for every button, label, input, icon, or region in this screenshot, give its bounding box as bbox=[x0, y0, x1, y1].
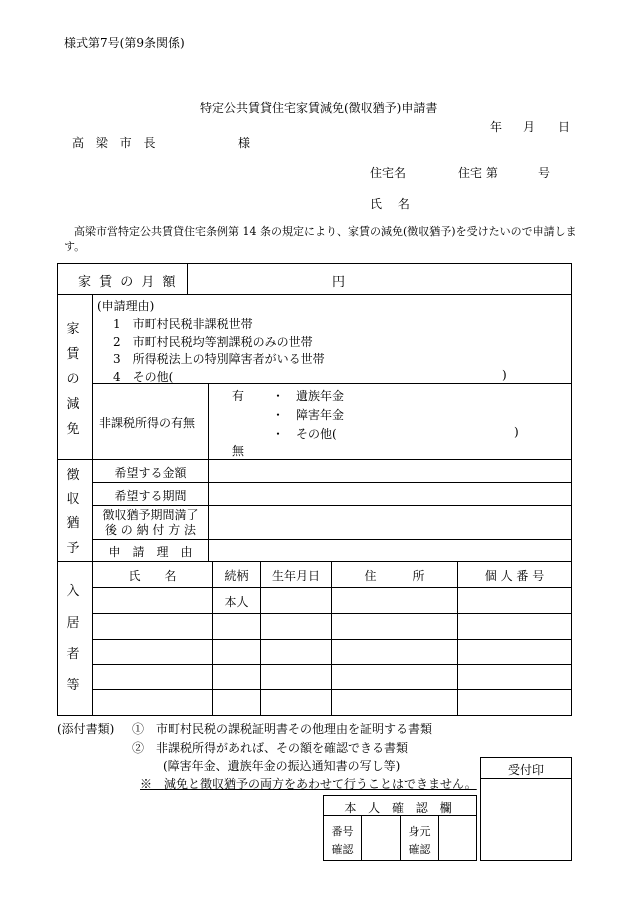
payment-method-label-line-2: 後 の 納 付 方 法 bbox=[104, 523, 197, 537]
date-month-label: 月 bbox=[523, 120, 536, 134]
reason-item-3[interactable]: 3 所得税法上の特別障害者がいる世帯 bbox=[113, 352, 325, 366]
nontax-income-label: 非課税所得の有無 bbox=[99, 416, 196, 430]
identity-confirmation-title: 本 人 確 認 欄 bbox=[344, 801, 456, 815]
statement-line-2: す。 bbox=[64, 240, 86, 253]
attachment-item-2: ② 非課税所得があれば、その額を確認できる書類 bbox=[132, 741, 409, 755]
reduction-side-char: の bbox=[66, 372, 80, 387]
residents-side-char: 入 bbox=[66, 584, 80, 599]
residents-side-char: 等 bbox=[66, 678, 80, 693]
reduction-side-char: 減 bbox=[66, 397, 80, 412]
desired-period-field[interactable] bbox=[210, 484, 570, 504]
housing-name-label: 住宅名 bbox=[370, 166, 407, 180]
deferral-side-char: 徴 bbox=[66, 468, 80, 483]
attachment-item-1: ① 市町村民税の課税証明書その他理由を証明する書類 bbox=[132, 722, 433, 736]
id-check-field[interactable] bbox=[440, 817, 475, 859]
income-yes-option[interactable]: 有 bbox=[232, 389, 245, 403]
form-number: 様式第7号(第9条関係) bbox=[64, 36, 185, 50]
id-check-label-2: 確認 bbox=[408, 843, 431, 856]
attachment-item-2-note: (障害年金、遺族年金の振込通知書の写し等) bbox=[163, 759, 401, 773]
residents-side-char: 者 bbox=[66, 647, 80, 662]
relation-self: 本人 bbox=[224, 595, 249, 609]
id-check-label-1: 身元 bbox=[408, 825, 431, 838]
column-header-name: 氏 名 bbox=[128, 569, 177, 583]
desired-amount-label: 希望する金額 bbox=[114, 466, 187, 480]
desired-amount-field[interactable] bbox=[210, 461, 570, 481]
income-item-disability-pension[interactable]: ・ 障害年金 bbox=[272, 408, 345, 422]
income-no-option[interactable]: 無 bbox=[232, 444, 245, 458]
exclusion-note: ※ 減免と徴収猶予の両方をあわせて行うことはできません。 bbox=[140, 777, 477, 791]
payment-method-label-line-1: 徴収猶予期間満了 bbox=[102, 508, 199, 522]
attachments-label: (添付書類) bbox=[57, 722, 115, 736]
reason-header: (申請理由) bbox=[97, 299, 155, 313]
reduction-side-char: 賃 bbox=[66, 347, 80, 362]
reason-item-2[interactable]: 2 市町村民税均等割課税のみの世帯 bbox=[113, 335, 313, 349]
income-item-other[interactable]: ・ その他( bbox=[272, 427, 337, 441]
statement-line-1: 高梁市営特定公共賃貸住宅条例第 14 条の規定により、家賃の減免(徴収猶予)を受けたいので申請しま bbox=[74, 225, 577, 238]
deferral-side-char: 予 bbox=[66, 541, 80, 556]
date-year-label: 年 bbox=[490, 120, 503, 134]
number-check-field[interactable] bbox=[363, 817, 399, 859]
income-item-survivor-pension[interactable]: ・ 遺族年金 bbox=[272, 389, 345, 403]
form-title: 特定公共賃貸住宅家賃減免(徴収猶予)申請書 bbox=[200, 101, 438, 115]
addressee: 高 梁 市 長 bbox=[72, 136, 160, 150]
column-header-personal-number: 個 人 番 号 bbox=[484, 569, 545, 583]
number-check-label-1: 番号 bbox=[331, 825, 354, 838]
reason-item-4[interactable]: 4 その他( bbox=[113, 370, 174, 384]
housing-unit-label: 住宅 第 bbox=[458, 166, 498, 180]
housing-unit-suffix: 号 bbox=[538, 166, 551, 180]
column-header-relation: 続柄 bbox=[224, 569, 249, 583]
deferral-side-char: 収 bbox=[66, 492, 80, 507]
date-day-label: 日 bbox=[558, 120, 571, 134]
deferral-side-char: 猶 bbox=[66, 516, 80, 531]
desired-period-label: 希望する期間 bbox=[114, 489, 187, 503]
deferral-reason-label: 申 請 理 由 bbox=[108, 545, 193, 559]
receipt-stamp-label: 受付印 bbox=[507, 763, 544, 777]
payment-method-field[interactable] bbox=[210, 507, 570, 538]
rent-amount-field[interactable] bbox=[200, 266, 550, 290]
rent-unit: 円 bbox=[332, 275, 346, 290]
reduction-side-char: 免 bbox=[66, 422, 80, 437]
rent-label: 家 賃 の 月 額 bbox=[78, 275, 178, 290]
reason-item-1[interactable]: 1 市町村民税非課税世帯 bbox=[113, 317, 253, 331]
reduction-side-char: 家 bbox=[66, 322, 80, 337]
column-header-address: 住 所 bbox=[364, 569, 425, 583]
number-check-label-2: 確認 bbox=[331, 843, 354, 856]
applicant-name-label: 氏 名 bbox=[370, 197, 416, 211]
income-other-close: ) bbox=[514, 425, 519, 439]
reason-other-close: ) bbox=[502, 368, 507, 382]
residents-side-char: 居 bbox=[66, 616, 80, 631]
column-header-birthdate: 生年月日 bbox=[271, 569, 320, 583]
deferral-reason-field[interactable] bbox=[210, 541, 570, 560]
addressee-suffix: 様 bbox=[238, 136, 251, 150]
